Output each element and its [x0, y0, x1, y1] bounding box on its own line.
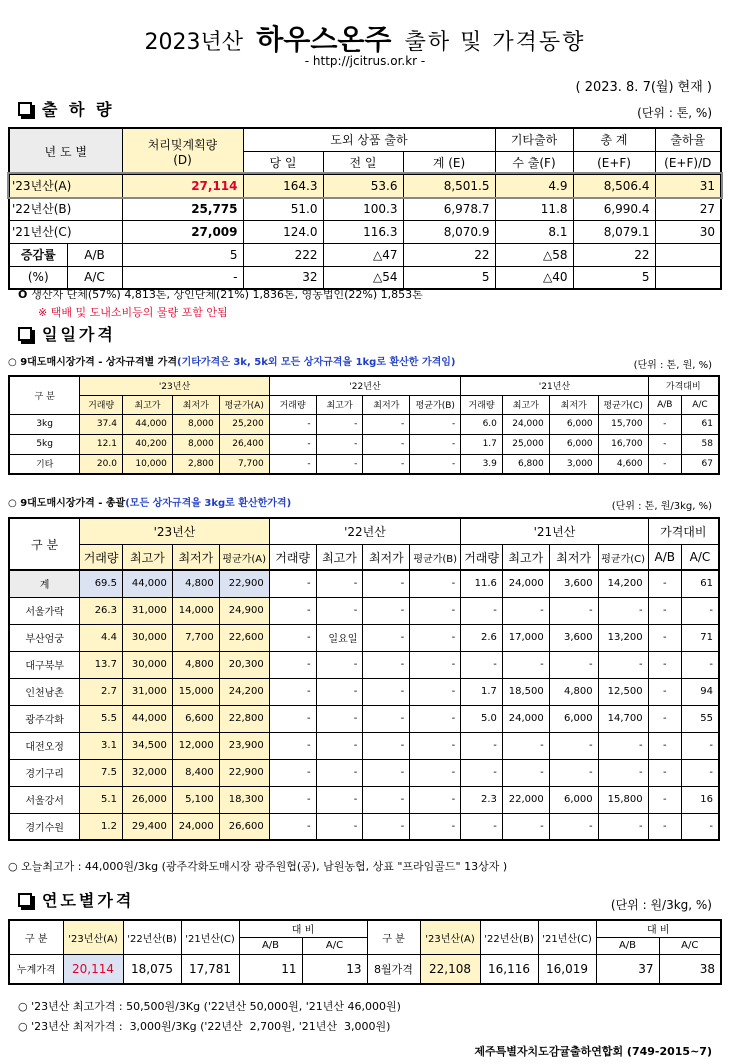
daily-sub2: ○ 9대도매시장가격 - 총괄(모든 상자규격을 3kg로 환산한가격) [8, 498, 292, 509]
footer-org: 제주특별자치도감귤출하연합회 (749-2015~7) [474, 1045, 712, 1058]
table-row: 기타 20.0 10,000 2,800 7,700 - - - - 3.9 6,800 3,000 4,600 - 67 [9, 454, 719, 474]
table-row: '23년산(A) 27,114 164.3 53.6 8,501.5 4.9 8,506.4 31 [9, 174, 721, 197]
table-row: 증감률 A/B 5 222 △47 22 △58 22 [9, 243, 721, 266]
report-date: ( 2023. 8. 7(월) 현재 ) [575, 80, 712, 95]
shipment-note: O 생산자 단체(57%) 4,813톤, 상인단체(21%) 1,836톤, 영농법인(22%) 1,853톤 [18, 288, 423, 301]
checkbox-icon [18, 327, 32, 341]
shipment-table: 년 도 별 처리및계획량 (D) 도외 상품 출하 기타출하 총 계 출하율 당 일 전 일 계 (E) 수 출(F) (E+F) (E+F)/D '23년산(A) 27,114 164.3 53.6 8,501.5 4.9 8,506.4 31 '22년산(B) 25,775 51.0 100.3 6,978.7 11.8 6,990.4 27 '21년산(C) 27,009 124.0 116.3 8,070.9 8.1 8,079.1 30 증감률 A/B 5 222 △47 22 △58 22 (%) A/C - 32 △54 5 △40 5 [8, 127, 722, 290]
header-rate: 출하율 [655, 128, 721, 151]
section-annual-heading: 연도별가격 [18, 888, 134, 911]
table-row: 부산엄궁 4.4 30,000 7,700 22,600 - 일요일 - - 2.6 17,000 3,600 13,200 - 71 [9, 624, 719, 651]
table-row: 3kg 37.4 44,000 8,000 25,200 - - - - 6.0 24,000 6,000 15,700 - 61 [9, 414, 719, 434]
header-year: 년 도 별 [9, 128, 122, 174]
header-processing: 처리및계획량 (D) [122, 128, 243, 174]
table-row: 광주각화 5.5 44,000 6,600 22,800 - - - - 5.0 24,000 6,000 14,700 - 55 [9, 705, 719, 732]
table-row: 경기구리 7.5 32,000 8,400 22,900 - - - - - - - - - - [9, 759, 719, 786]
table-row: 대전오정 3.1 34,500 12,000 23,900 - - - - - - - - - - [9, 732, 719, 759]
daily-sub2-unit: (단위 : 톤, 원/3kg, %) [611, 501, 712, 512]
table-row: (%) A/C - 32 △54 5 △40 5 [9, 266, 721, 289]
header-sum: 총 계 [573, 128, 655, 151]
table-row: 대구북부 13.7 30,000 4,800 20,300 - - - - - - - - - - [9, 651, 719, 678]
table-row: '22년산(B) 25,775 51.0 100.3 6,978.7 11.8 6,990.4 27 [9, 197, 721, 220]
annual-unit: (단위 : 원/3kg, %) [610, 898, 712, 912]
header-other: 기타출하 [495, 128, 573, 151]
table-row: 누계가격 20,114 18,075 17,781 11 13 8월가격 22,108 16,116 16,019 37 38 [9, 954, 721, 984]
daily-sub1: ○ 9대도매시장가격 - 상자규격별 가격(기타가격은 3k, 5k외 모든 상자규격을 1kg로 환산한 가격임) [8, 357, 456, 368]
box-size-price-table: 구 분 '23년산 '22년산 '21년산 가격대비 거래량 최고가 최저가 평균가(A) 거래량 최고가 최저가 평균가(B) 거래량 최고가 최저가 평균가(C) A/B A/C 3kg 37.4 44,000 8,000 25,200 - - - - 6.0 24,000 6,000 15,700 - 61 5kg 12.1 40,200 8,000 26,400 - - - - 1.7 25,000 6,000 16,700 - 58 기타 20.0 10,000 2,800 7,700 - - - - 3.9 6,800 3,000 4,600 - 67 [8, 375, 720, 475]
section-daily-heading: 일일가격 [18, 322, 116, 345]
table-row: 서울가락 26.3 31,000 14,000 24,900 - - - - - - - - - - [9, 597, 719, 624]
page-title: 2023년산 하우스온주 출하 및 가격동향 [144, 23, 586, 56]
table-row: 인천남촌 2.7 31,000 15,000 24,200 - - - - 1.7 18,500 4,800 12,500 - 94 [9, 678, 719, 705]
annual-note-max: ○ '23년산 최고가격 : 50,500원/3Kg ('22년산 50,000원, '21년산 46,000원) [18, 1000, 401, 1013]
daily-sub1-unit: (단위 : 톤, 원, %) [633, 360, 712, 371]
annual-note-min: ○ '23년산 최저가격 : 3,000원/3Kg ('22년산 2,700원, '21년산 3,000원) [18, 1020, 391, 1033]
table-row: 서울강서 5.1 26,000 5,100 18,300 - - - - 2.3 22,000 6,000 15,800 - 16 [9, 786, 719, 813]
annual-price-table: 구 분 '23년산(A) '22년산(B) '21년산(C) 대 비 구 분 '23년산(A) '22년산(B) '21년산(C) 대 비 A/B A/C A/B A/C 누계가격 20,114 18,075 17,781 11 13 8월가격 22,108 16,116 16,019 37 38 [8, 919, 722, 985]
daily-note: ○ 오늘최고가 : 44,000원/3kg (광주각화도매시장 광주원협(공), 남원농협, 상표 "프라임골드" 13상자 ) [8, 860, 508, 873]
total-price-table: 구 분 '23년산 '22년산 '21년산 가격대비 거래량 최고가 최저가 평균가(A) 거래량 최고가 최저가 평균가(B) 거래량 최고가 최저가 평균가(C) A/B A/C 계 69.5 44,000 4,800 22,900 - - - - 11.6 24,000 3,600 14,200 - 61 서울가락 26.3 31,000 14,000 24,900 - - - - - - - - - - 부산엄궁 4.4 30,000 7,700 22,600 - 일요일 - - 2.6 17,000 3,600 13,200 - 71 대구북부 13.7 30,000 4,800 20,300 - - - - - - - - - - 인천남촌 2.7 31,000 15,000 24,200 - - - - 1.7 18,500 4,800 12,500 - 94 광주각화 5.5 44,000 6,600 22,800 - - - - 5.0 24,000 6,000 14,700 - 55 대전오정 3.1 34,500 12,000 23,900 - - - - - - - - - - 경기구리 7.5 32,000 8,400 22,900 - - - - - - - - - - 서울강서 5.1 26,000 5,100 18,300 - - - - 2.3 22,000 6,000 15,800 - 16 경기수원 1.2 29,400 24,000 26,600 - - - - - - - - - - [8, 517, 720, 841]
site-url[interactable]: - http://jcitrus.or.kr - [304, 54, 426, 68]
table-row: 경기수원 1.2 29,400 24,000 26,600 - - - - - - - - - - [9, 813, 719, 840]
table-row: 5kg 12.1 40,200 8,000 26,400 - - - - 1.7 25,000 6,000 16,700 - 58 [9, 434, 719, 454]
shipment-unit: (단위 : 톤, %) [637, 106, 712, 120]
section-shipment-heading: 출 하 량 [18, 97, 115, 120]
table-row: 계 69.5 44,000 4,800 22,900 - - - - 11.6 24,000 3,600 14,200 - 61 [9, 570, 719, 597]
shipment-note-2: ※ 택배 및 도내소비등의 물량 포함 안됨 [38, 306, 228, 319]
header-domestic: 도외 상품 출하 [243, 128, 495, 151]
checkbox-icon [18, 893, 32, 907]
table-row: '21년산(C) 27,009 124.0 116.3 8,070.9 8.1 8,079.1 30 [9, 220, 721, 243]
checkbox-icon [18, 102, 32, 116]
